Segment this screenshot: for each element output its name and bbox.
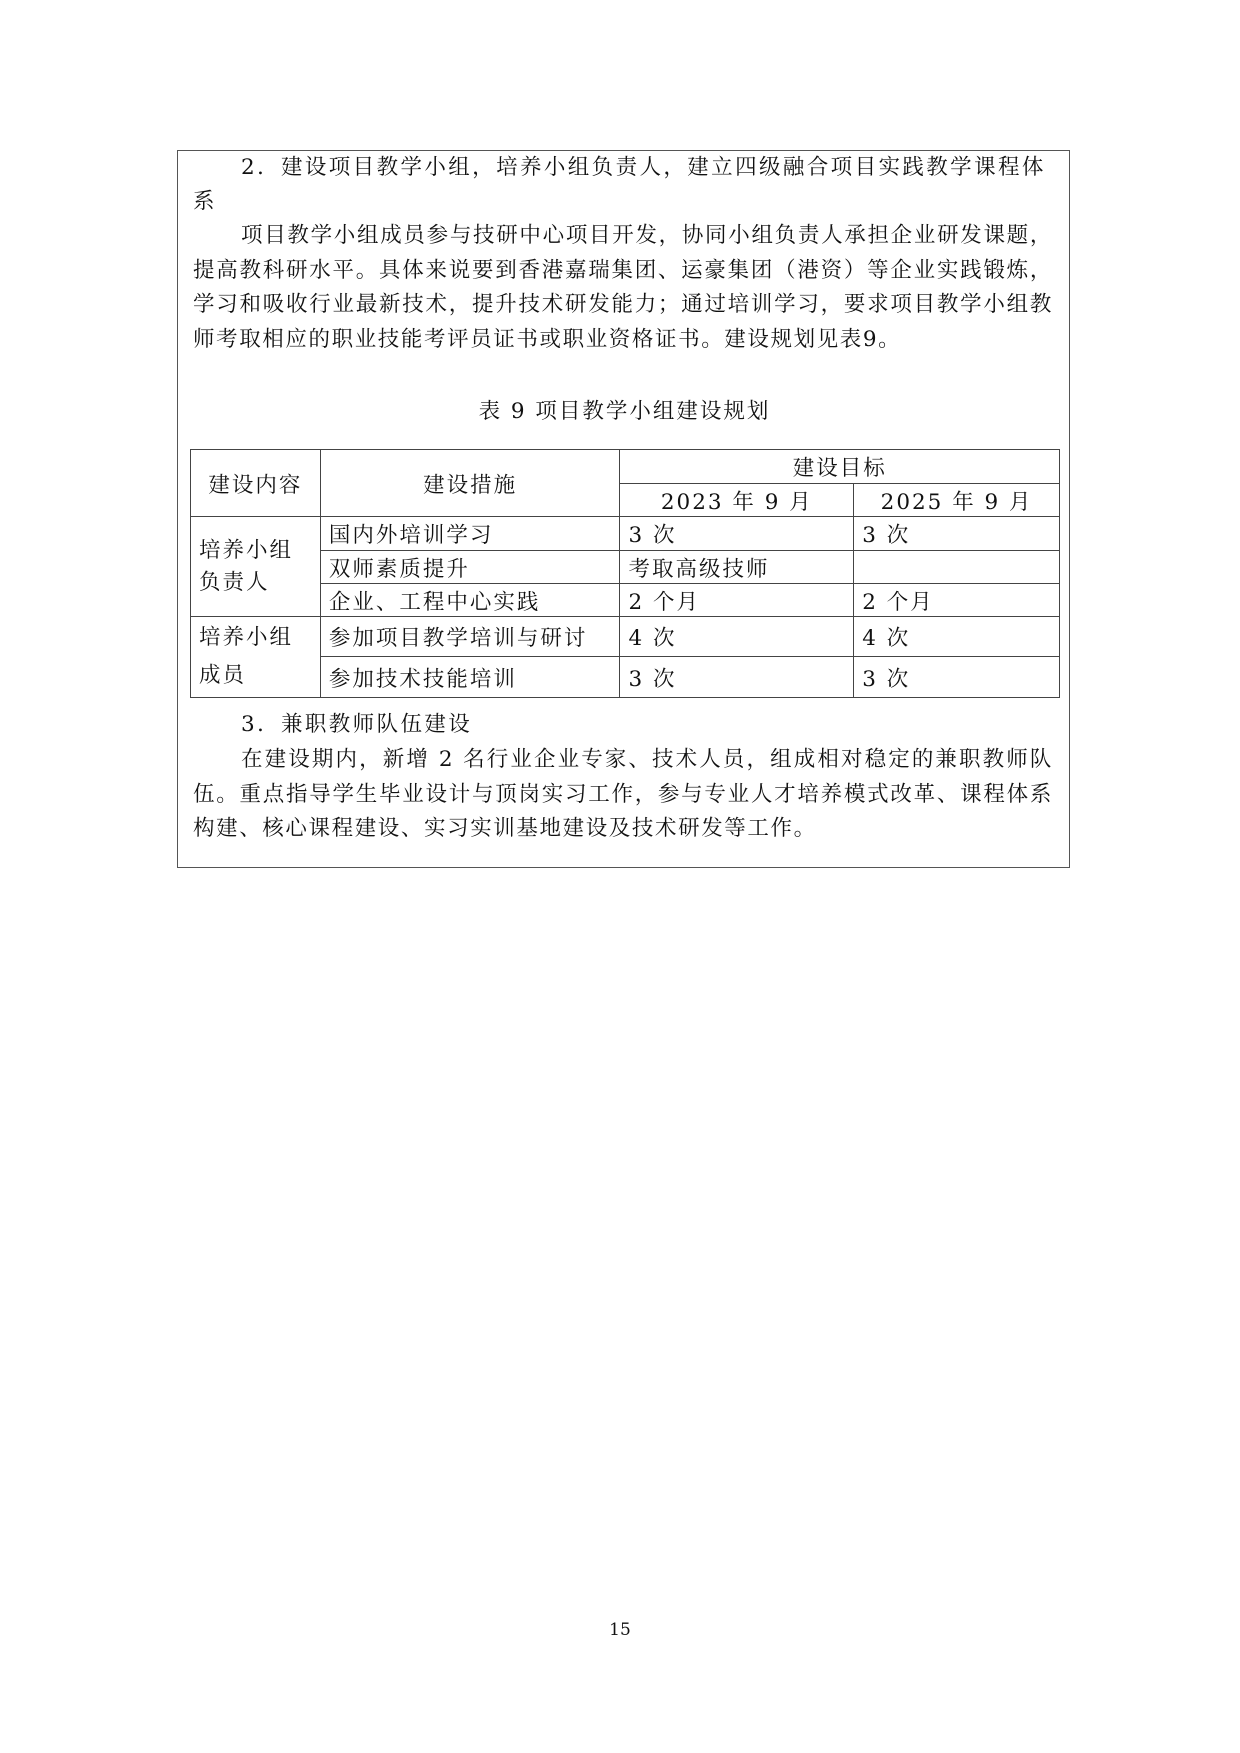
- header-targets: 建设目标: [620, 450, 1060, 484]
- target-2025-cell: 4 次: [854, 617, 1060, 657]
- header-content: 建设内容: [191, 450, 321, 517]
- measure-cell: 企业、工程中心实践: [320, 584, 620, 617]
- group-label-leaders: 培养小组负责人: [191, 517, 321, 617]
- header-year-2025: 2025 年 9 月: [854, 484, 1060, 517]
- content-frame: [177, 150, 1070, 868]
- table-header-row: [191, 450, 1060, 484]
- target-2025-cell: 2 个月: [854, 584, 1060, 617]
- target-2025-cell: 3 次: [854, 657, 1060, 698]
- measure-cell: 双师素质提升: [320, 551, 620, 584]
- measure-cell: 参加项目教学培训与研讨: [320, 617, 620, 657]
- target-2023-cell: 3 次: [620, 517, 854, 551]
- table-row: [191, 617, 1060, 657]
- target-2023-cell: 考取高级技师: [620, 551, 854, 584]
- section-2-heading: 2．建设项目教学小组，培养小组负责人，建立四级融合项目实践教学课程体系: [193, 155, 1046, 214]
- section-3-heading: 3．兼职教师队伍建设: [241, 712, 473, 737]
- table-row: [191, 551, 1060, 584]
- measure-cell: 国内外培训学习: [320, 517, 620, 551]
- target-2025-cell: [854, 551, 1060, 584]
- table-caption: 表 9 项目教学小组建设规划: [478, 399, 771, 424]
- target-2023-cell: 2 个月: [620, 584, 854, 617]
- target-2025-cell: 3 次: [854, 517, 1060, 551]
- section-2-paragraph: 项目教学小组成员参与技研中心项目开发，协同小组负责人承担企业研发课题，提高教科研水平。具体来说要到香港嘉瑞集团、运豪集团（港资）等企业实践锻炼，学习和吸收行业最新技术，提升技术研发能力；通过培训学习，要求项目教学小组教师考取相应的职业技能考评员证书或职业资格证书。建设规划见表9。: [193, 223, 1053, 352]
- section-3-paragraph: 在建设期内，新增 2 名行业企业专家、技术人员，组成相对稳定的兼职教师队伍。重点指导学生毕业设计与顶岗实习工作，参与专业人才培养模式改革、课程体系构建、核心课程建设、实习实训基地建设及技术研发等工作。: [193, 747, 1053, 841]
- target-2023-cell: 4 次: [620, 617, 854, 657]
- table-row: [191, 584, 1060, 617]
- page-number: 15: [609, 1620, 631, 1640]
- header-measures: 建设措施: [320, 450, 620, 517]
- table-row: [191, 657, 1060, 698]
- plan-table: [190, 449, 1060, 698]
- header-year-2023: 2023 年 9 月: [620, 484, 854, 517]
- table-row: [191, 517, 1060, 551]
- measure-cell: 参加技术技能培训: [320, 657, 620, 698]
- group-label-members: 培养小组成员: [191, 617, 321, 698]
- target-2023-cell: 3 次: [620, 657, 854, 698]
